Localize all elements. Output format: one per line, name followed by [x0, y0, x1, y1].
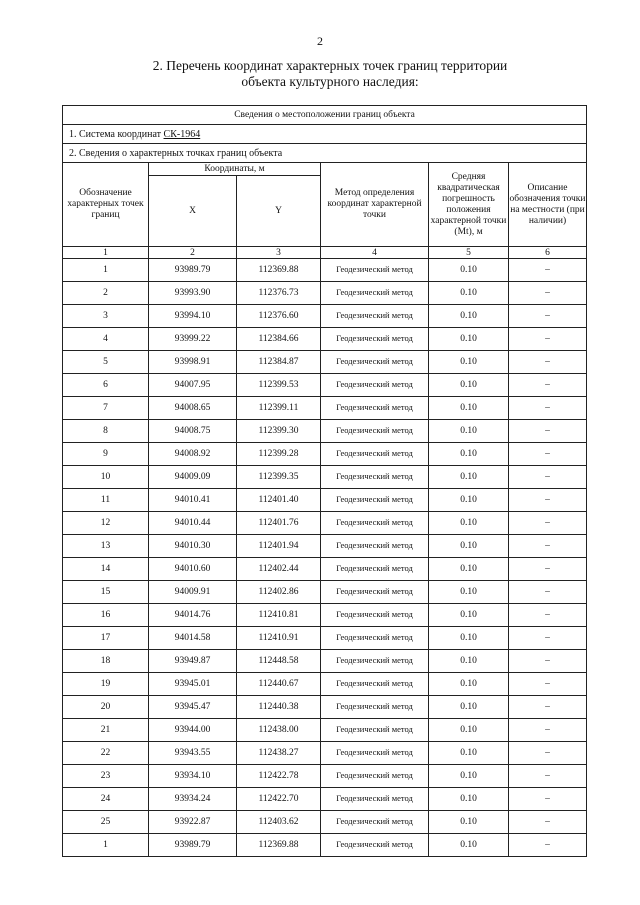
description-cell: – [509, 558, 587, 581]
method-cell: Геодезический метод [321, 558, 429, 581]
x-cell: 93994.10 [149, 305, 237, 328]
accuracy-cell: 0.10 [429, 282, 509, 305]
table-row [63, 328, 587, 351]
y-cell: 112440.67 [237, 673, 321, 696]
description-cell: – [509, 581, 587, 604]
point-cell: 17 [63, 627, 149, 650]
table-row [63, 259, 587, 282]
x-cell: 94009.91 [149, 581, 237, 604]
description-cell: – [509, 489, 587, 512]
method-cell: Геодезический метод [321, 604, 429, 627]
accuracy-cell: 0.10 [429, 558, 509, 581]
accuracy-cell: 0.10 [429, 834, 509, 857]
point-cell: 18 [63, 650, 149, 673]
description-cell: – [509, 673, 587, 696]
table-row [63, 489, 587, 512]
header-coords: Координаты, м [149, 163, 321, 176]
point-cell: 21 [63, 719, 149, 742]
column-number: 5 [429, 247, 509, 259]
accuracy-cell: 0.10 [429, 351, 509, 374]
table-row [63, 558, 587, 581]
accuracy-cell: 0.10 [429, 397, 509, 420]
method-cell: Геодезический метод [321, 765, 429, 788]
method-cell: Геодезический метод [321, 627, 429, 650]
column-number: 6 [509, 247, 587, 259]
description-cell: – [509, 466, 587, 489]
table-row [63, 650, 587, 673]
table-row [63, 627, 587, 650]
point-cell: 20 [63, 696, 149, 719]
accuracy-cell: 0.10 [429, 443, 509, 466]
point-cell: 14 [63, 558, 149, 581]
y-cell: 112422.70 [237, 788, 321, 811]
accuracy-cell: 0.10 [429, 259, 509, 282]
column-number: 2 [149, 247, 237, 259]
accuracy-cell: 0.10 [429, 466, 509, 489]
description-cell: – [509, 719, 587, 742]
x-cell: 93989.79 [149, 259, 237, 282]
description-cell: – [509, 351, 587, 374]
method-cell: Геодезический метод [321, 581, 429, 604]
x-cell: 93934.10 [149, 765, 237, 788]
table-row [63, 351, 587, 374]
point-cell: 5 [63, 351, 149, 374]
point-cell: 15 [63, 581, 149, 604]
accuracy-cell: 0.10 [429, 489, 509, 512]
point-cell: 11 [63, 489, 149, 512]
description-cell: – [509, 650, 587, 673]
description-cell: – [509, 696, 587, 719]
x-cell: 94010.30 [149, 535, 237, 558]
accuracy-cell: 0.10 [429, 765, 509, 788]
method-cell: Геодезический метод [321, 351, 429, 374]
x-cell: 93993.90 [149, 282, 237, 305]
coordinate-system-name: СК-1964 [163, 128, 201, 140]
accuracy-cell: 0.10 [429, 627, 509, 650]
y-cell: 112440.38 [237, 696, 321, 719]
accuracy-cell: 0.10 [429, 696, 509, 719]
y-cell: 112403.62 [237, 811, 321, 834]
accuracy-cell: 0.10 [429, 581, 509, 604]
accuracy-cell: 0.10 [429, 374, 509, 397]
point-cell: 4 [63, 328, 149, 351]
y-cell: 112376.73 [237, 282, 321, 305]
accuracy-cell: 0.10 [429, 788, 509, 811]
coordinate-system-label: 1. Система координат [69, 128, 164, 140]
y-cell: 112399.30 [237, 420, 321, 443]
y-cell: 112410.81 [237, 604, 321, 627]
y-cell: 112401.94 [237, 535, 321, 558]
x-cell: 93934.24 [149, 788, 237, 811]
y-cell: 112384.87 [237, 351, 321, 374]
title-line-1: 2. Перечень координат характерных точек границ территории [152, 58, 508, 73]
table-row [63, 788, 587, 811]
point-cell: 24 [63, 788, 149, 811]
y-cell: 112401.40 [237, 489, 321, 512]
x-cell: 93943.55 [149, 742, 237, 765]
header-accuracy: Средняя квадратическая погрешность положения характерной точки (Mt), м [429, 163, 509, 247]
table-row [63, 604, 587, 627]
header-x: X [149, 176, 237, 247]
accuracy-cell: 0.10 [429, 512, 509, 535]
accuracy-cell: 0.10 [429, 719, 509, 742]
description-cell: – [509, 328, 587, 351]
accuracy-cell: 0.10 [429, 650, 509, 673]
coordinates-table [62, 105, 587, 857]
table-row [63, 834, 587, 857]
table-row [63, 581, 587, 604]
y-cell: 112399.28 [237, 443, 321, 466]
method-cell: Геодезический метод [321, 673, 429, 696]
table-row [63, 719, 587, 742]
accuracy-cell: 0.10 [429, 742, 509, 765]
method-cell: Геодезический метод [321, 282, 429, 305]
method-cell: Геодезический метод [321, 696, 429, 719]
y-cell: 112448.58 [237, 650, 321, 673]
y-cell: 112399.35 [237, 466, 321, 489]
y-cell: 112384.66 [237, 328, 321, 351]
method-cell: Геодезический метод [321, 305, 429, 328]
point-cell: 13 [63, 535, 149, 558]
title-line-2: объекта культурного наследия: [241, 74, 419, 89]
point-cell: 9 [63, 443, 149, 466]
accuracy-cell: 0.10 [429, 811, 509, 834]
column-number: 4 [321, 247, 429, 259]
method-cell: Геодезический метод [321, 512, 429, 535]
point-cell: 12 [63, 512, 149, 535]
method-cell: Геодезический метод [321, 489, 429, 512]
column-number: 3 [237, 247, 321, 259]
method-cell: Геодезический метод [321, 834, 429, 857]
x-cell: 93989.79 [149, 834, 237, 857]
y-cell: 112410.91 [237, 627, 321, 650]
method-cell: Геодезический метод [321, 259, 429, 282]
method-cell: Геодезический метод [321, 328, 429, 351]
y-cell: 112369.88 [237, 259, 321, 282]
y-cell: 112399.53 [237, 374, 321, 397]
method-cell: Геодезический метод [321, 650, 429, 673]
description-cell: – [509, 397, 587, 420]
x-cell: 94010.41 [149, 489, 237, 512]
table-row [63, 305, 587, 328]
document-title [100, 58, 560, 90]
description-cell: – [509, 443, 587, 466]
y-cell: 112369.88 [237, 834, 321, 857]
table-row [63, 466, 587, 489]
description-cell: – [509, 742, 587, 765]
point-cell: 6 [63, 374, 149, 397]
x-cell: 93949.87 [149, 650, 237, 673]
table-row [63, 374, 587, 397]
table-row [63, 696, 587, 719]
x-cell: 94010.60 [149, 558, 237, 581]
description-cell: – [509, 420, 587, 443]
table-row [63, 811, 587, 834]
method-cell: Геодезический метод [321, 719, 429, 742]
point-cell: 19 [63, 673, 149, 696]
accuracy-cell: 0.10 [429, 604, 509, 627]
column-number-row [63, 247, 587, 259]
description-cell: – [509, 604, 587, 627]
x-cell: 93922.87 [149, 811, 237, 834]
method-cell: Геодезический метод [321, 466, 429, 489]
points-section-heading: 2. Сведения о характерных точках границ объекта [63, 144, 587, 163]
x-cell: 93945.01 [149, 673, 237, 696]
column-number: 1 [63, 247, 149, 259]
y-cell: 112399.11 [237, 397, 321, 420]
point-cell: 2 [63, 282, 149, 305]
description-cell: – [509, 627, 587, 650]
x-cell: 93945.47 [149, 696, 237, 719]
x-cell: 94010.44 [149, 512, 237, 535]
table-row [63, 397, 587, 420]
x-cell: 93944.00 [149, 719, 237, 742]
y-cell: 112402.44 [237, 558, 321, 581]
point-cell: 10 [63, 466, 149, 489]
coordinate-system-row [63, 125, 587, 144]
x-cell: 94007.95 [149, 374, 237, 397]
y-cell: 112438.00 [237, 719, 321, 742]
page-number: 2 [317, 34, 323, 48]
table-row [63, 765, 587, 788]
method-cell: Геодезический метод [321, 397, 429, 420]
method-cell: Геодезический метод [321, 535, 429, 558]
y-cell: 112376.60 [237, 305, 321, 328]
point-cell: 16 [63, 604, 149, 627]
description-cell: – [509, 788, 587, 811]
description-cell: – [509, 765, 587, 788]
x-cell: 94014.58 [149, 627, 237, 650]
header-description: Описание обозначения точки на местности (при наличии) [509, 163, 587, 247]
header-point: Обозначение характерных точек границ [63, 163, 149, 247]
y-cell: 112402.86 [237, 581, 321, 604]
accuracy-cell: 0.10 [429, 673, 509, 696]
description-cell: – [509, 811, 587, 834]
table-row [63, 420, 587, 443]
method-cell: Геодезический метод [321, 742, 429, 765]
y-cell: 112438.27 [237, 742, 321, 765]
accuracy-cell: 0.10 [429, 535, 509, 558]
point-cell: 3 [63, 305, 149, 328]
x-cell: 94014.76 [149, 604, 237, 627]
point-cell: 1 [63, 834, 149, 857]
x-cell: 93998.91 [149, 351, 237, 374]
x-cell: 94008.92 [149, 443, 237, 466]
y-cell: 112422.78 [237, 765, 321, 788]
description-cell: – [509, 374, 587, 397]
header-y: Y [237, 176, 321, 247]
point-cell: 7 [63, 397, 149, 420]
method-cell: Геодезический метод [321, 374, 429, 397]
description-cell: – [509, 259, 587, 282]
accuracy-cell: 0.10 [429, 305, 509, 328]
point-cell: 25 [63, 811, 149, 834]
point-cell: 22 [63, 742, 149, 765]
accuracy-cell: 0.10 [429, 328, 509, 351]
method-cell: Геодезический метод [321, 811, 429, 834]
x-cell: 94009.09 [149, 466, 237, 489]
description-cell: – [509, 535, 587, 558]
method-cell: Геодезический метод [321, 788, 429, 811]
point-cell: 8 [63, 420, 149, 443]
table-row [63, 673, 587, 696]
description-cell: – [509, 834, 587, 857]
x-cell: 94008.75 [149, 420, 237, 443]
header-method: Метод определения координат характерной точки [321, 163, 429, 247]
x-cell: 94008.65 [149, 397, 237, 420]
description-cell: – [509, 512, 587, 535]
table-row [63, 282, 587, 305]
table-row [63, 512, 587, 535]
table-row [63, 443, 587, 466]
table-row [63, 742, 587, 765]
y-cell: 112401.76 [237, 512, 321, 535]
method-cell: Геодезический метод [321, 420, 429, 443]
description-cell: – [509, 305, 587, 328]
point-cell: 1 [63, 259, 149, 282]
description-cell: – [509, 282, 587, 305]
point-cell: 23 [63, 765, 149, 788]
table-row [63, 535, 587, 558]
method-cell: Геодезический метод [321, 443, 429, 466]
x-cell: 93999.22 [149, 328, 237, 351]
table-heading: Сведения о местоположении границ объекта [63, 106, 587, 125]
accuracy-cell: 0.10 [429, 420, 509, 443]
